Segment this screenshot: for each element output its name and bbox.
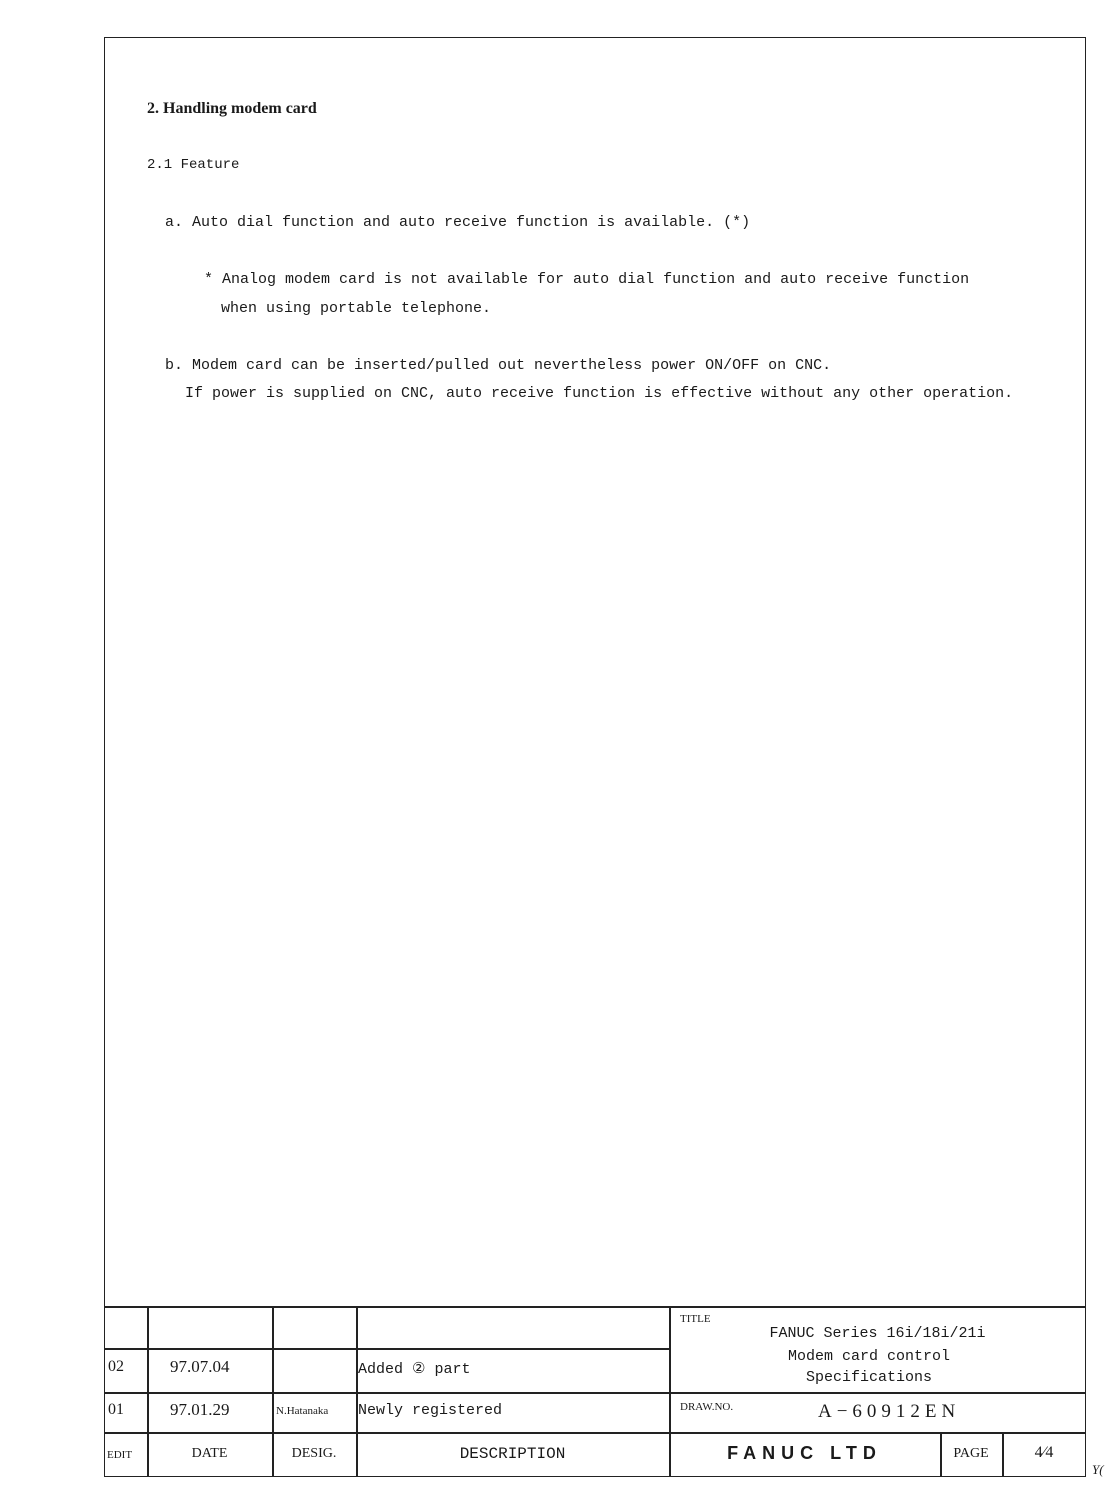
draw-no: A−60912EN xyxy=(818,1401,961,1422)
subsection-heading: 2.1 Feature xyxy=(147,157,240,173)
row-01-edit: 01 xyxy=(108,1401,124,1418)
header-edit: EDIT xyxy=(107,1449,133,1461)
header-desig: DESIG. xyxy=(291,1446,337,1461)
row-02-edit: 02 xyxy=(108,1358,124,1375)
item-a: a. Auto dial function and auto receive function is available. (*) xyxy=(165,214,751,231)
row-01-description: Newly registered xyxy=(358,1402,503,1419)
note-line-1: * Analog modem card is not available for auto dial function and auto receive function xyxy=(204,271,970,288)
note-line-2: when using portable telephone. xyxy=(221,300,492,317)
page-label: PAGE xyxy=(953,1446,989,1461)
margin-mark: Y( xyxy=(1092,1462,1104,1477)
page-number: 4⁄4 xyxy=(1034,1444,1054,1461)
row-01-desig: N.Hatanaka xyxy=(276,1405,329,1417)
row-02-description: Added ② part xyxy=(358,1361,471,1378)
page-frame xyxy=(104,37,1086,1477)
item-b-line-2: If power is supplied on CNC, auto receive function is effective without any other operation. xyxy=(185,385,1014,402)
company-name: FANUC LTD xyxy=(727,1443,882,1463)
title-line-1: FANUC Series 16i/18i/21i xyxy=(769,1325,986,1342)
draw-no-label: DRAW.NO. xyxy=(680,1401,734,1413)
header-description: DESCRIPTION xyxy=(459,1445,566,1463)
section-heading: 2. Handling modem card xyxy=(147,100,317,117)
title-line-2: Modem card control xyxy=(787,1348,951,1365)
header-date: DATE xyxy=(191,1446,228,1461)
title-line-3: Specifications xyxy=(805,1369,933,1386)
title-label: TITLE xyxy=(680,1313,711,1325)
row-02-date: 97.07.04 xyxy=(170,1357,230,1376)
item-b-line-1: b. Modem card can be inserted/pulled out nevertheless power ON/OFF on CNC. xyxy=(165,357,832,374)
row-01-date: 97.01.29 xyxy=(170,1400,230,1419)
